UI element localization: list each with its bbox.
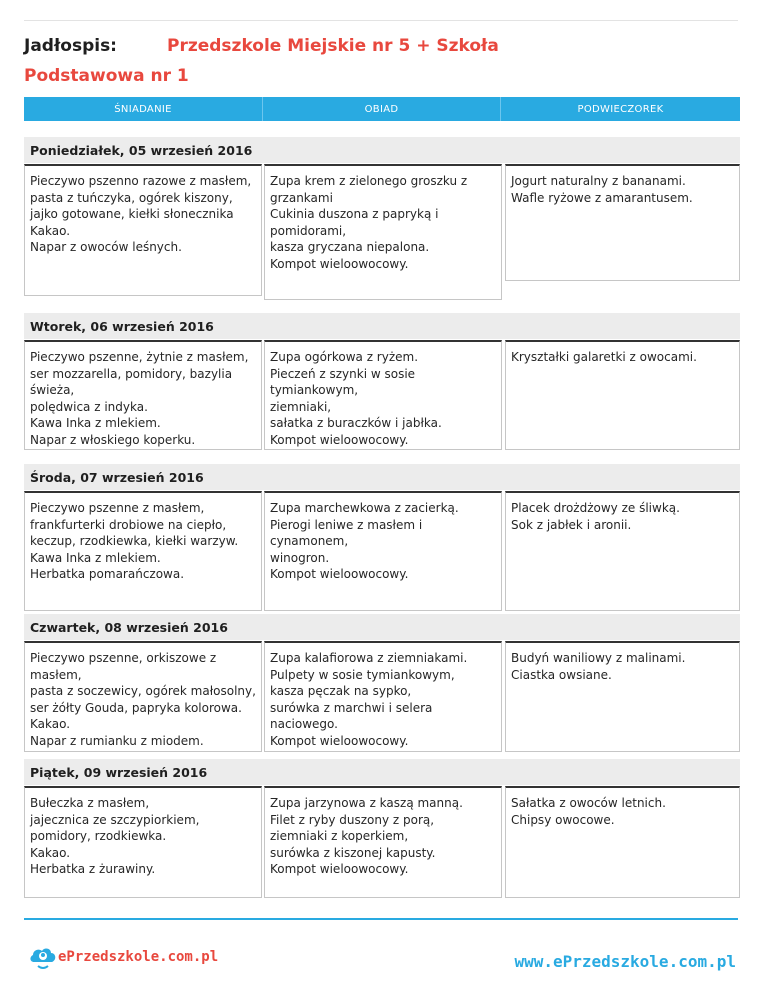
day-section-wednesday <box>24 464 740 581</box>
day-heading: Poniedziałek, 05 wrzesień 2016 <box>24 137 740 163</box>
snack-cell: Budyń waniliowy z malinami. Ciastka owsiane. <box>505 641 740 752</box>
day-section-tuesday <box>24 313 740 447</box>
cloud-child-icon <box>28 942 58 972</box>
school-name-line1: Przedszkole Miejskie nr 5 + Szkoła <box>167 36 499 56</box>
menu-title-label: Jadłospis: <box>24 36 117 56</box>
lunch-cell: Zupa ogórkowa z ryżem. Pieczeń z szynki w sosie tymiankowym, ziemniaki, sałatka z buraczków i jabłka. Kompot wieloowocowy. <box>264 340 502 450</box>
breakfast-cell: Bułeczka z masłem, jajecznica ze szczypiorkiem, pomidory, rzodkiewka. Kakao. Herbatka z żurawiny. <box>24 786 262 898</box>
day-heading: Piątek, 09 wrzesień 2016 <box>24 759 740 785</box>
top-divider <box>24 20 738 21</box>
lunch-cell: Zupa kalafiorowa z ziemniakami. Pulpety w sosie tymiankowym, kasza pęczak na sypko, surówka z marchwi i selera naciowego. Kompot wieloowocowy. <box>264 641 502 752</box>
column-header-bar <box>24 97 740 121</box>
day-heading: Wtorek, 06 wrzesień 2016 <box>24 313 740 339</box>
day-heading: Czwartek, 08 wrzesień 2016 <box>24 614 740 640</box>
snack-cell: Sałatka z owoców letnich. Chipsy owocowe. <box>505 786 740 898</box>
website-link[interactable]: www.ePrzedszkole.com.pl <box>514 952 736 971</box>
footer-divider <box>24 918 738 920</box>
day-section-thursday <box>24 614 740 748</box>
school-name-line2: Podstawowa nr 1 <box>24 66 189 86</box>
column-header-lunch: OBIAD <box>262 97 501 121</box>
snack-cell: Jogurt naturalny z bananami. Wafle ryżowe z amarantusem. <box>505 164 740 281</box>
breakfast-cell: Pieczywo pszenno razowe z masłem, pasta z tuńczyka, ogórek kiszony, jajko gotowane, kiełki słonecznika Kakao. Napar z owoców leśnych. <box>24 164 262 296</box>
lunch-cell: Zupa jarzynowa z kaszą manną. Filet z ryby duszony z porą, ziemniaki z koperkiem, surówka z kiszonej kapusty. Kompot wieloowocowy. <box>264 786 502 898</box>
day-section-friday <box>24 759 740 876</box>
column-header-snack: PODWIECZOREK <box>577 103 664 115</box>
brand-logo[interactable] <box>28 942 218 972</box>
column-header-breakfast: ŚNIADANIE <box>114 103 172 115</box>
day-section-monday <box>24 137 740 271</box>
lunch-cell: Zupa marchewkowa z zacierką. Pierogi leniwe z masłem i cynamonem, winogron. Kompot wieloowocowy. <box>264 491 502 611</box>
breakfast-cell: Pieczywo pszenne, żytnie z masłem, ser mozzarella, pomidory, bazylia świeża, polędwica z indyka. Kawa Inka z mlekiem. Napar z włoskiego koperku. <box>24 340 262 450</box>
snack-cell: Placek drożdżowy ze śliwką. Sok z jabłek i aronii. <box>505 491 740 611</box>
menu-title <box>24 36 117 56</box>
snack-cell: Kryształki galaretki z owocami. <box>505 340 740 450</box>
breakfast-cell: Pieczywo pszenne, orkiszowe z masłem, pasta z soczewicy, ogórek małosolny, ser żółty Gouda, papryka kolorowa. Kakao. Napar z rumianku z miodem. <box>24 641 262 752</box>
day-heading: Środa, 07 wrzesień 2016 <box>24 464 740 490</box>
brand-logo-text: ePrzedszkole.com.pl <box>58 949 219 965</box>
lunch-cell: Zupa krem z zielonego groszku z grzankami Cukinia duszona z papryką i pomidorami, kasza gryczana niepalona. Kompot wieloowocowy. <box>264 164 502 300</box>
breakfast-cell: Pieczywo pszenne z masłem, frankfurterki drobiowe na ciepło, keczup, rzodkiewka, kiełki warzyw. Kawa Inka z mlekiem. Herbatka pomarańczowa. <box>24 491 262 611</box>
